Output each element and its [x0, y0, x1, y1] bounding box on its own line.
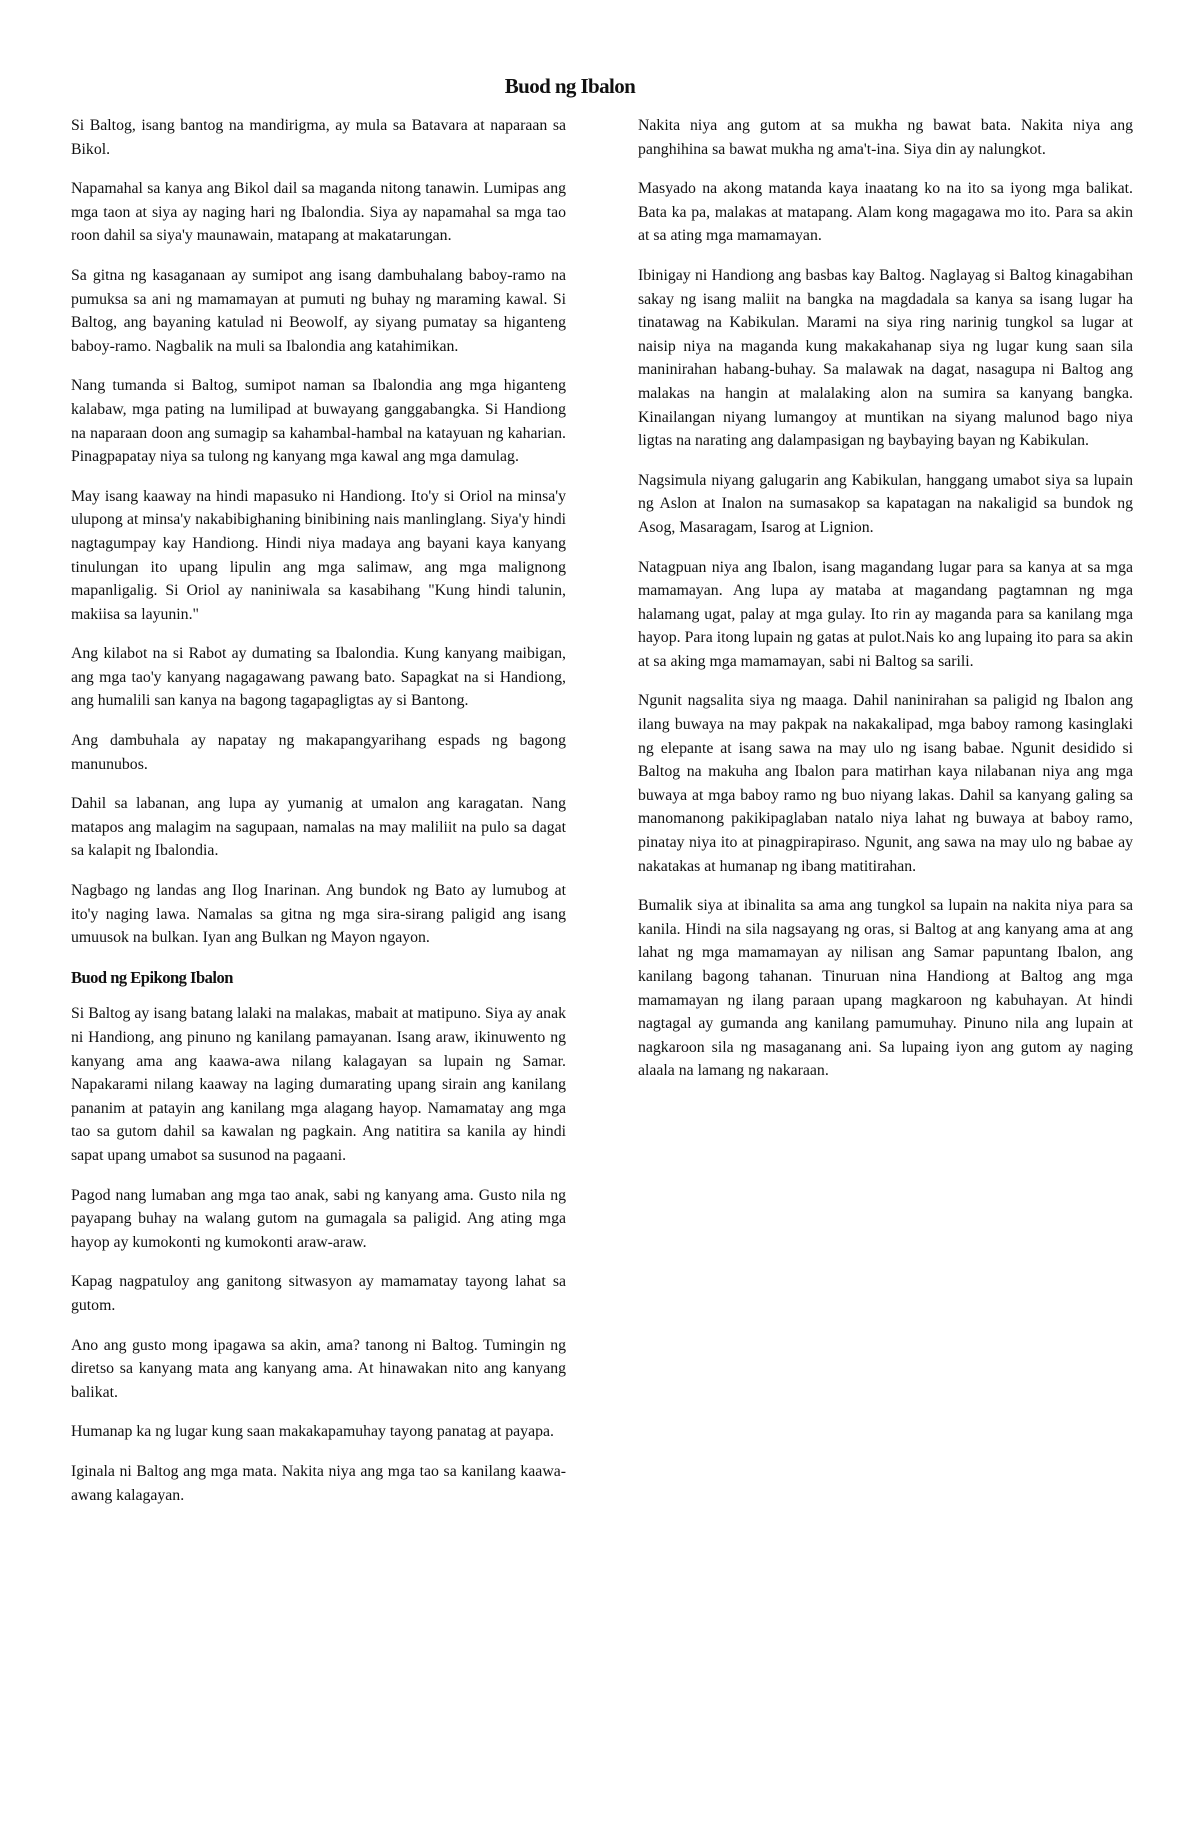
paragraph: Iginala ni Baltog ang mga mata. Nakita niya ang mga tao sa kanilang kaawa-awang kalagayan.	[71, 1462, 566, 1504]
paragraph: Ngunit nagsalita siya ng maaga. Dahil naninirahan sa paligid ng Ibalon ang ilang buwaya na may pakpak na nakakalipad, mga baboy ramong kasinglaki ng elepante at isang sawa na may ulo ng isang babae. Ngunit desidido si Baltog na makuha ang Ibalon para matirhan kaya nilabanan niya ang mga buwaya at mga baboy ramo ng buo niyang lakas. Dahil sa kanyang galing sa manomanong pakikipaglaban natalo niya lahat ng buwaya at baboy ramo, pinatay niya ito at pinagpirapiraso. Ngunit, ang sawa na may ulo ng babae ay nakatakas at humanap ng ibang matitirahan.	[638, 692, 1133, 875]
paragraph: Humanap ka ng lugar kung saan makakapamuhay tayong panatag at payapa.	[71, 1423, 554, 1441]
paragraph: Masyado na akong matanda kaya inaatang ko na ito sa iyong mga balikat. Bata ka pa, malakas at matapang. Alam kong magagawa mo ito. Para sa akin at sa ating mga mamamayan.	[638, 180, 1133, 245]
paragraph: Natagpuan niya ang Ibalon, isang magandang lugar para sa kanya at sa mga mamamayan. Ang lupa ay mataba at magandang pagtamnan ng mga halamang ugat, palay at mga gulay. Ito rin ay maganda para sa kanilang mga hayop. Para itong lupain ng gatas at pulot.Nais ko ang lupaing ito para sa akin at sa aking mga mamamayan, sabi ni Baltog sa sarili.	[638, 558, 1133, 670]
paragraph: Nagbago ng landas ang Ilog Inarinan. Ang bundok ng Bato ay lumubog at ito'y naging lawa. Namalas sa gitna ng mga sira-sirang paligid ang isang umuusok na bulkan. Iyan ang Bulkan ng Mayon ngayon.	[71, 882, 566, 947]
paragraph: Kapag nagpatuloy ang ganitong sitwasyon ay mamamatay tayong lahat sa gutom.	[71, 1273, 566, 1314]
left-column	[71, 114, 566, 1523]
paragraph: Bumalik siya at ibinalita sa ama ang tungkol sa lupain na nakita niya para sa kanila. Hindi na sila nagsayang ng oras, si Baltog at ang kanyang ama at ang lahat ng mga mamamayan ay nilisan ang Samar papuntang Ibalon, ang kanilang bagong tahanan. Tinuruan nina Handiong at Baltog ang mga mamamayan ng ilang paraan upang magkaroon ng kabuhayan. At hindi nagtagal ay gumanda ang kanilang pamumuhay. Pinuno nila ang lupain at nagkaroon sila ng masaganang ani. Sa lupaing iyon ang gutom ay naging alaala na lamang ng nakaraan.	[638, 897, 1133, 1080]
paragraph: May isang kaaway na hindi mapasuko ni Handiong. Ito'y si Oriol na minsa'y ulupong at minsa'y nakabibighaning binibining nais manlinglang. Siya'y hindi nagtagumpay kay Handiong. Hindi niya madaya ang bayani kaya kanyang tinulungan ito upang lipulin ang mga salimaw, ang mga malignong mapanligalig. Si Oriol ay naniniwala sa kasabihang "Kung hindi talunin, makiisa sa layunin."	[71, 487, 566, 623]
paragraph: Ano ang gusto mong ipagawa sa akin, ama? tanong ni Baltog. Tumingin ng diretso sa kanyang mata ang kanyang ama. At hinawakan nito ang kanyang balikat.	[71, 1336, 566, 1401]
paragraph: Nagsimula niyang galugarin ang Kabikulan, hanggang umabot siya sa lupain ng Aslon at Inalon na sumasakop sa kapatagan na nakaligid sa bundok ng Asog, Masaragam, Isarog at Lignion.	[638, 471, 1133, 536]
page-title: Buod ng Ibalon	[504, 74, 636, 98]
paragraph: Si Baltog, isang bantog na mandirigma, ay mula sa Batavara at naparaan sa Bikol.	[71, 117, 566, 158]
section-heading: Buod ng Epikong Ibalon	[71, 967, 233, 987]
paragraph: Ang kilabot na si Rabot ay dumating sa Ibalondia. Kung kanyang maibigan, ang mga tao'y kanyang nagagawang pawang bato. Sapagkat na si Handiong, ang humalili san kanya na bagong tagapagligtas ay si Bantong.	[71, 645, 566, 710]
paragraph: Sa gitna ng kasaganaan ay sumipot ang isang dambuhalang baboy-ramo na pumuksa sa ani ng mamamayan at pumuti ng buhay ng maraming kawal. Si Baltog, ang bayaning katulad ni Beowolf, ay siyang pumatay sa higanteng baboy-ramo. Nagbalik na muli sa Ibalondia ang katahimikan.	[71, 266, 566, 355]
paragraph: Napamahal sa kanya ang Bikol dail sa maganda nitong tanawin. Lumipas ang mga taon at siya ay naging hari ng Ibalondia. Siya ay napamahal sa mga tao roon dahil sa siya'y maunawain, matapang at makatarungan.	[71, 180, 566, 245]
paragraph: Pagod nang lumaban ang mga tao anak, sabi ng kanyang ama. Gusto nila ng payapang buhay na walang gutom na gumagala sa paligid. Ang ating mga hayop ay kumokonti ng kumokonti araw-araw.	[71, 1186, 566, 1251]
paragraph: Ibinigay ni Handiong ang basbas kay Baltog. Naglayag si Baltog kinagabihan sakay ng isang maliit na bangka na magdadala sa kanya sa isang lugar ha tinatawag na Kabikulan. Marami na siya ring narinig tungkol sa lugar at naisip niya na maganda kung makakahanap siya ng lugar kung saan sila maninirahan habang-buhay. Sa malawak na dagat, nasagupa ni Baltog ang malakas na hangin at malalaking alon na sumira sa kanyang bangka. Kinailangan niyang lumangoy at muntikan na siyang malunod bago niya ligtas na narating ang dalampasigan ng baybaying bayan ng Kabikulan.	[638, 266, 1133, 450]
paragraph: Nakita niya ang gutom at sa mukha ng bawat bata. Nakita niya ang panghihina sa bawat mukha ng ama't-ina. Siya din ay nalungkot.	[638, 117, 1133, 158]
right-column	[638, 114, 1133, 1099]
paragraph: Si Baltog ay isang batang lalaki na malakas, mabait at matipuno. Siya ay anak ni Handiong, ang pinuno ng kanilang pamayanan. Isang araw, ikinuwento ng kanyang ama ang kaawa-awa nilang kalagayan sa lupain ng Samar. Napakarami nilang kaaway na laging dumarating upang sirain ang kanilang pananim at patayin ang kanilang mga alagang hayop. Namamatay ang mga tao sa gutom dahil sa kawalan ng pagkain. Ang natitira sa kanila ay hindi sapat upang umabot sa susunod na pagaani.	[71, 1005, 566, 1164]
paragraph: Dahil sa labanan, ang lupa ay yumanig at umalon ang karagatan. Nang matapos ang malagim na sagupaan, namalas na may maliliit na pulo sa dagat sa kalapit ng Ibalondia.	[71, 795, 566, 860]
paragraph: Nang tumanda si Baltog, sumipot naman sa Ibalondia ang mga higanteng kalabaw, mga pating na lumilipad at buwayang ganggabangka. Si Handiong na naparaan doon ang sumagip sa kahambal-hambal na katayuan ng kaharian. Pinagpapatay niya sa tulong ng kanyang mga kawal ang mga damulag.	[71, 377, 566, 466]
paragraph: Ang dambuhala ay napatay ng makapangyarihang espads ng bagong manunubos.	[71, 732, 566, 773]
